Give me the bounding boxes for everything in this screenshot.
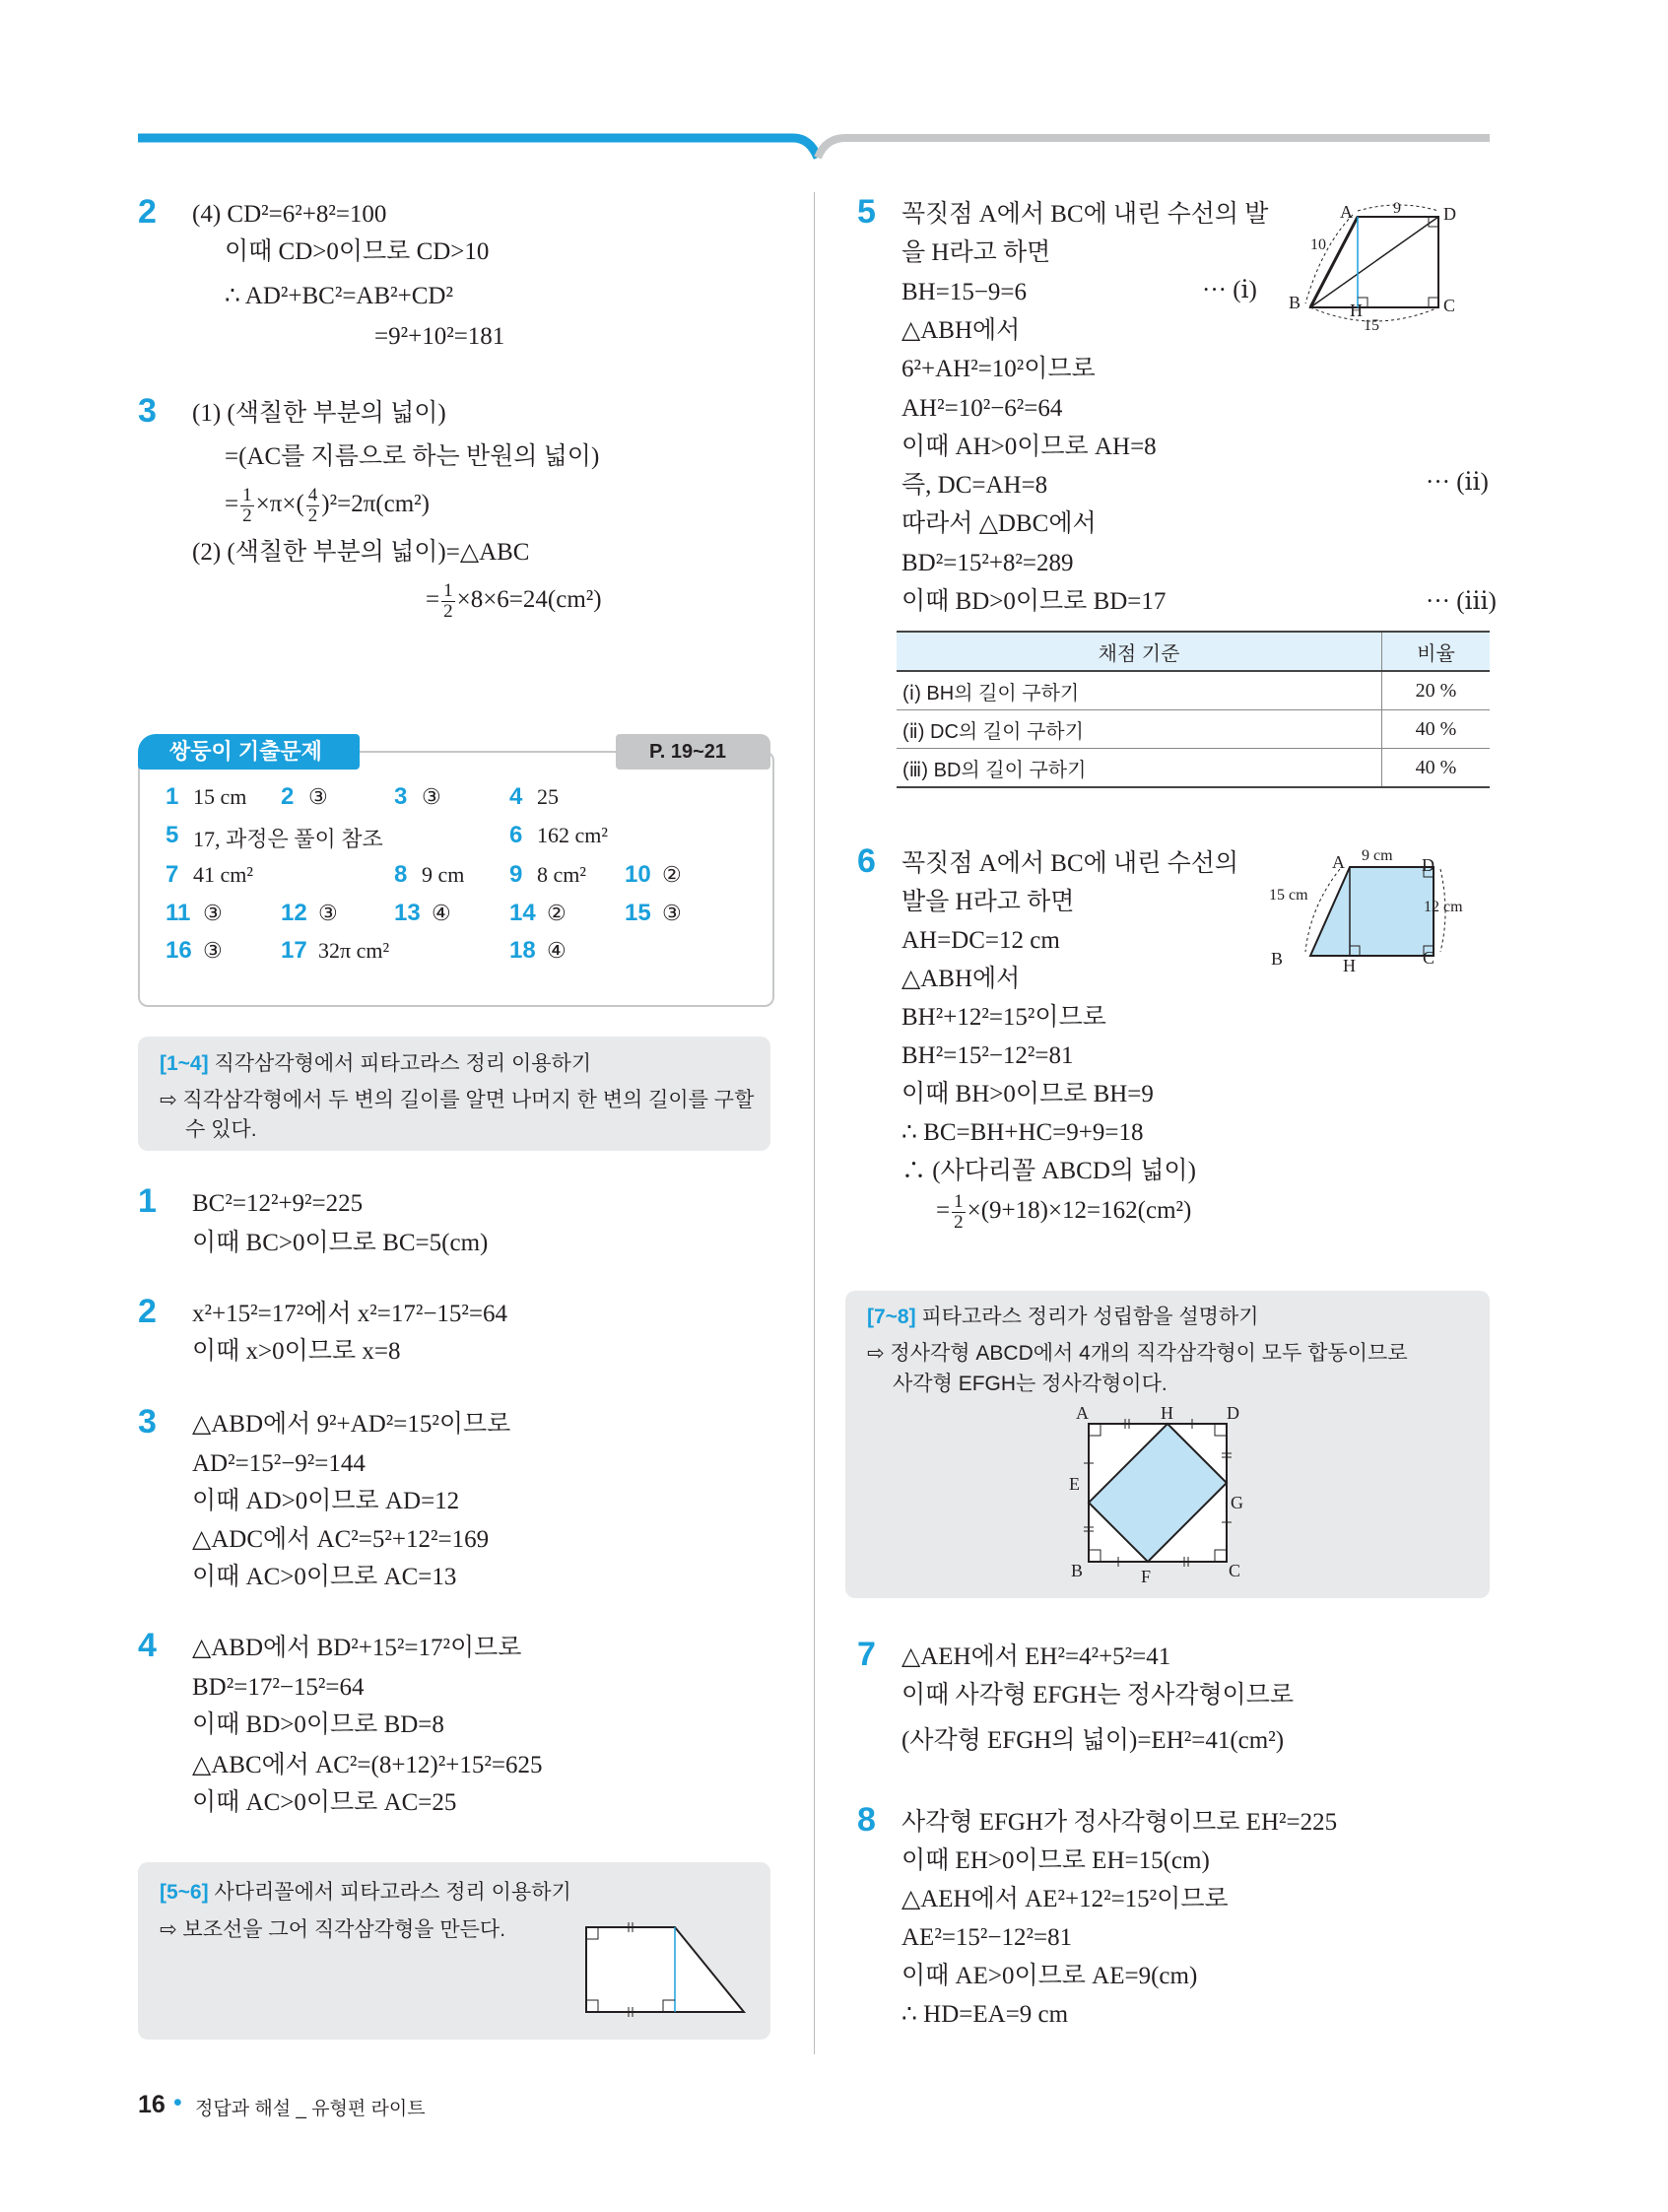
answer-value: ③ — [308, 784, 328, 809]
answer-value: 32π cm² — [318, 938, 390, 963]
solution-line — [426, 581, 602, 622]
solution-line: △ABH에서 — [901, 966, 1021, 992]
label-B: B — [1271, 949, 1284, 969]
tip-tag: [5~6] — [160, 1881, 209, 1904]
label-C: C — [1423, 948, 1435, 968]
answer-value: ② — [662, 862, 682, 887]
answer-value: 25 — [537, 784, 559, 809]
solution-line: AH²=10²−6²=64 — [901, 394, 1063, 422]
numerator: 4 — [307, 485, 318, 505]
label-D: D — [1227, 1403, 1239, 1423]
solution-line: AE²=15²−12²=81 — [901, 1924, 1073, 1951]
label-B: B — [1289, 293, 1301, 312]
solution-line: △ADC에서 AC²=5²+12²=169 — [192, 1526, 490, 1553]
solution-line: 이때 AD>0이므로 AD=12 — [192, 1488, 460, 1514]
solution-line: (2) (색칠한 부분의 넓이)=△ABC — [192, 539, 530, 566]
solution-line — [936, 1192, 1191, 1233]
label-H: H — [1161, 1403, 1173, 1423]
answer-number: 12 — [281, 900, 307, 926]
problem-number: 3 — [138, 1403, 157, 1441]
fraction — [306, 486, 320, 526]
solution-line: = $\frac{1}{2}$ ×π×( $\frac{4}{2}$ )²=2π(cm²) — [225, 485, 430, 526]
answer-number: 4 — [509, 783, 523, 810]
solution-line: BH=15−9=6 — [901, 278, 1028, 305]
problem-number: 1 — [138, 1182, 157, 1220]
solution-line: △ABD에서 9²+AD²=15²이므로 — [192, 1411, 511, 1438]
label-top-length: 9 cm — [1362, 847, 1393, 864]
text: ×π× — [255, 491, 297, 518]
tip-heading: 사다리꼴에서 피타고라스 정리 이용하기 — [214, 1881, 571, 1904]
solution-line: 꼭짓점 A에서 BC에 내린 수선의 — [901, 850, 1239, 877]
label-right-length: 12 cm — [1424, 899, 1463, 915]
answer-number: 8 — [394, 861, 408, 888]
answer-number: 17 — [281, 937, 307, 964]
answer-number: 6 — [509, 822, 523, 848]
text: = — [225, 491, 239, 518]
footer-dot: • — [173, 2089, 182, 2116]
solution-line: △ABC에서 AC²=(8+12)²+15²=625 — [192, 1752, 543, 1778]
denominator: 2 — [954, 1212, 964, 1233]
solution-line: =(AC를 지름으로 하는 반원의 넓이) — [225, 443, 600, 470]
label-A: A — [1332, 852, 1345, 872]
table-header — [897, 632, 1490, 671]
label-C: C — [1443, 296, 1456, 315]
trapezoid-figure — [581, 1921, 749, 2020]
table-header-cell: 비율 — [1382, 632, 1491, 671]
trapezoid-diagram-q5 — [1291, 197, 1488, 335]
solution-line: BD²=15²+8²=289 — [901, 549, 1074, 576]
solution-line: AD²=15²−9²=144 — [192, 1450, 366, 1477]
tip-line: ⇨ 보조선을 그어 직각삼각형을 만든다. — [160, 1918, 506, 1941]
solution-line: ∴ (사다리꼴 ABCD의 넓이) — [901, 1158, 1196, 1184]
exam-title: 쌍둥이 기출문제 — [138, 734, 360, 770]
denominator: 2 — [242, 505, 252, 526]
table-cell: 40 % — [1382, 710, 1491, 749]
label-bottom-length: 15 — [1364, 317, 1379, 334]
solution-line: 이때 CD>0이므로 CD>10 — [225, 238, 490, 265]
tip-box-title — [867, 1301, 1259, 1330]
solution-line: 이때 BD>0이므로 BD=8 — [192, 1711, 444, 1738]
solution-line: AH=DC=12 cm — [901, 927, 1060, 954]
label-side-length: 10 — [1310, 236, 1326, 253]
fraction — [952, 1192, 966, 1233]
table-cell: 40 % — [1382, 749, 1491, 788]
label-A: A — [1340, 202, 1353, 222]
answer-value: 41 cm² — [193, 862, 253, 887]
answer-number: 14 — [509, 900, 536, 926]
text: ²=2π(cm²) — [329, 491, 430, 518]
answer-value: ② — [547, 901, 567, 925]
grading-mark: ··· (ⅱ) — [1426, 469, 1489, 496]
answer-value: 9 cm — [422, 862, 465, 887]
tip-tag: [1~4] — [160, 1052, 209, 1075]
solution-line: 이때 AC>0이므로 AC=13 — [192, 1564, 457, 1590]
label-left-length: 15 cm — [1269, 887, 1308, 904]
column-divider — [814, 192, 815, 2054]
answer-number: 3 — [394, 783, 408, 810]
solution-line: △ABH에서 — [901, 316, 1021, 344]
problem-number: 3 — [138, 392, 157, 430]
answer-value: ③ — [203, 938, 223, 963]
label-top-length: 9 — [1393, 200, 1401, 217]
label-C: C — [1229, 1561, 1241, 1580]
label-B: B — [1071, 1561, 1084, 1580]
tip-line: 수 있다. — [185, 1118, 257, 1141]
answer-number: 15 — [625, 900, 651, 926]
answer-value: ③ — [318, 901, 338, 925]
label-D: D — [1422, 855, 1434, 875]
solution-line: x²+15²=17²에서 x²=17²−15²=64 — [192, 1301, 508, 1327]
solution-line: 이때 AE>0이므로 AE=9(cm) — [901, 1963, 1198, 1989]
grading-mark: ··· (ⅲ) — [1426, 588, 1497, 615]
solution-line: (4) CD²=6²+8²=100 — [192, 201, 387, 228]
problem-number: 5 — [857, 193, 876, 231]
numerator: 1 — [954, 1191, 964, 1212]
fraction — [240, 486, 254, 526]
solution-line: =9²+10²=181 — [374, 323, 505, 350]
solution-line: ∴ BC=BH+HC=9+9=18 — [901, 1119, 1144, 1146]
label-G: G — [1231, 1493, 1243, 1512]
solution-line: (1) (색칠한 부분의 넓이) — [192, 400, 446, 427]
numerator: 1 — [242, 485, 252, 505]
label-A: A — [1076, 1403, 1089, 1423]
tip-heading: 직각삼각형에서 피타고라스 정리 이용하기 — [214, 1052, 592, 1075]
problem-number: 2 — [138, 1293, 157, 1330]
label-E: E — [1069, 1474, 1080, 1494]
answer-value: 15 cm — [193, 784, 247, 809]
footer-text: 정답과 해설 _ 유형편 라이트 — [195, 2099, 426, 2119]
solution-line: ∴ HD=EA=9 cm — [901, 2001, 1069, 2028]
tip-box-title — [160, 1876, 571, 1906]
solution-line: 이때 사각형 EFGH는 정사각형이므로 — [901, 1682, 1294, 1709]
answer-number: 7 — [166, 861, 179, 888]
tip-heading: 피타고라스 정리가 성립함을 설명하기 — [921, 1306, 1259, 1328]
solution-line: 이때 EH>0이므로 EH=15(cm) — [901, 1847, 1210, 1874]
exam-pages: P. 19~21 — [616, 734, 770, 770]
solution-line: 이때 BC>0이므로 BC=5(cm) — [192, 1230, 489, 1256]
table-row — [897, 749, 1490, 788]
answer-number: 1 — [166, 783, 179, 810]
answer-value: 8 cm² — [537, 862, 586, 887]
solution-line: BC²=12²+9²=225 — [192, 1190, 364, 1217]
solution-line: 즉, DC=AH=8 — [901, 472, 1048, 500]
table-cell: (ⅱ) DC의 길이 구하기 — [897, 710, 1382, 749]
solution-line: △AEH에서 EH²=4²+5²=41 — [901, 1643, 1171, 1670]
label-F: F — [1141, 1567, 1152, 1586]
answer-number: 2 — [281, 783, 295, 810]
answer-value: ③ — [662, 901, 682, 925]
answer-number: 13 — [394, 900, 421, 926]
grading-table — [897, 631, 1490, 788]
fraction — [441, 581, 455, 622]
answer-number: 10 — [625, 861, 651, 888]
label-H: H — [1350, 301, 1363, 320]
answer-value: 162 cm² — [537, 823, 608, 847]
solution-line: BD²=17²−15²=64 — [192, 1674, 365, 1701]
denominator: 2 — [307, 505, 318, 526]
answer-number: 18 — [509, 937, 536, 964]
table-cell: 20 % — [1382, 671, 1491, 710]
text: = — [426, 586, 440, 614]
table-row — [897, 710, 1490, 749]
label-D: D — [1443, 204, 1456, 224]
tip-line: ⇨ 정사각형 ABCD에서 4개의 직각삼각형이 모두 합동이므로 — [867, 1342, 1408, 1365]
solution-line: △AEH에서 AE²+12²=15²이므로 — [901, 1886, 1229, 1912]
solution-line: 사각형 EFGH가 정사각형이므로 EH²=225 — [901, 1809, 1338, 1836]
solution-line: BH²+12²=15²이므로 — [901, 1004, 1106, 1031]
numerator: 1 — [443, 580, 453, 601]
solution-line: 따라서 △DBC에서 — [901, 510, 1097, 538]
problem-number: 6 — [857, 842, 876, 880]
solution-line: 6²+AH²=10²이므로 — [901, 356, 1096, 383]
solution-line: (사각형 EFGH의 넓이)=EH²=41(cm²) — [901, 1727, 1285, 1754]
solution-line: 이때 BH>0이므로 BH=9 — [901, 1081, 1154, 1107]
answer-value: ④ — [432, 901, 451, 925]
solution-line: 이때 AH>0이므로 AH=8 — [901, 433, 1157, 460]
solution-line: △ABD에서 BD²+15²=17²이므로 — [192, 1635, 522, 1661]
text: ×(9+18)×12=162(cm²) — [967, 1197, 1192, 1225]
table-cell: (ⅰ) BH의 길이 구하기 — [897, 671, 1382, 710]
answer-number: 9 — [509, 861, 523, 888]
solution-line: 이때 AC>0이므로 AC=25 — [192, 1789, 457, 1816]
solution-line: BH²=15²−12²=81 — [901, 1042, 1074, 1069]
tip-tag: [7~8] — [867, 1306, 916, 1328]
text: = — [936, 1197, 951, 1225]
label-H: H — [1343, 956, 1356, 975]
table-header-cell: 채점 기준 — [897, 632, 1382, 671]
answer-value: ③ — [203, 901, 223, 925]
problem-number: 8 — [857, 1801, 876, 1839]
solution-line: 꼭짓점 A에서 BC에 내린 수선의 발 — [901, 201, 1269, 228]
solution-line: 을 H라고 하면 — [901, 239, 1051, 267]
problem-number: 7 — [857, 1636, 876, 1673]
answer-number: 16 — [166, 937, 192, 964]
tip-line: 사각형 EFGH는 정사각형이다. — [893, 1373, 1168, 1395]
text: ×8×6=24(cm²) — [456, 586, 602, 614]
grading-mark: ··· (ⅰ) — [1202, 277, 1257, 303]
answer-value: ③ — [422, 784, 441, 809]
answer-number: 5 — [166, 822, 179, 848]
tip-box-title — [160, 1047, 591, 1077]
table-cell: (ⅲ) BD의 길이 구하기 — [897, 749, 1382, 788]
solution-line: 발을 H라고 하면 — [901, 889, 1075, 915]
header-bar — [0, 0, 1668, 168]
square-diagram — [1074, 1409, 1251, 1586]
problem-number: 4 — [138, 1627, 157, 1664]
table-row — [897, 671, 1490, 710]
answer-value: 17, 과정은 풀이 참조 — [193, 827, 383, 851]
solution-line: 이때 BD>0이므로 BD=17 — [901, 588, 1167, 615]
tip-line: ⇨ 직각삼각형에서 두 변의 길이를 알면 나머지 한 변의 길이를 구할 — [160, 1089, 755, 1111]
solution-line: 이때 x>0이므로 x=8 — [192, 1338, 401, 1365]
answer-value: ④ — [547, 938, 567, 963]
solution-line: ∴ AD²+BC²=AB²+CD² — [225, 283, 453, 309]
page-number: 16 — [138, 2091, 166, 2118]
answer-number: 11 — [166, 900, 191, 926]
denominator: 2 — [443, 601, 453, 622]
problem-number: 2 — [138, 193, 157, 231]
